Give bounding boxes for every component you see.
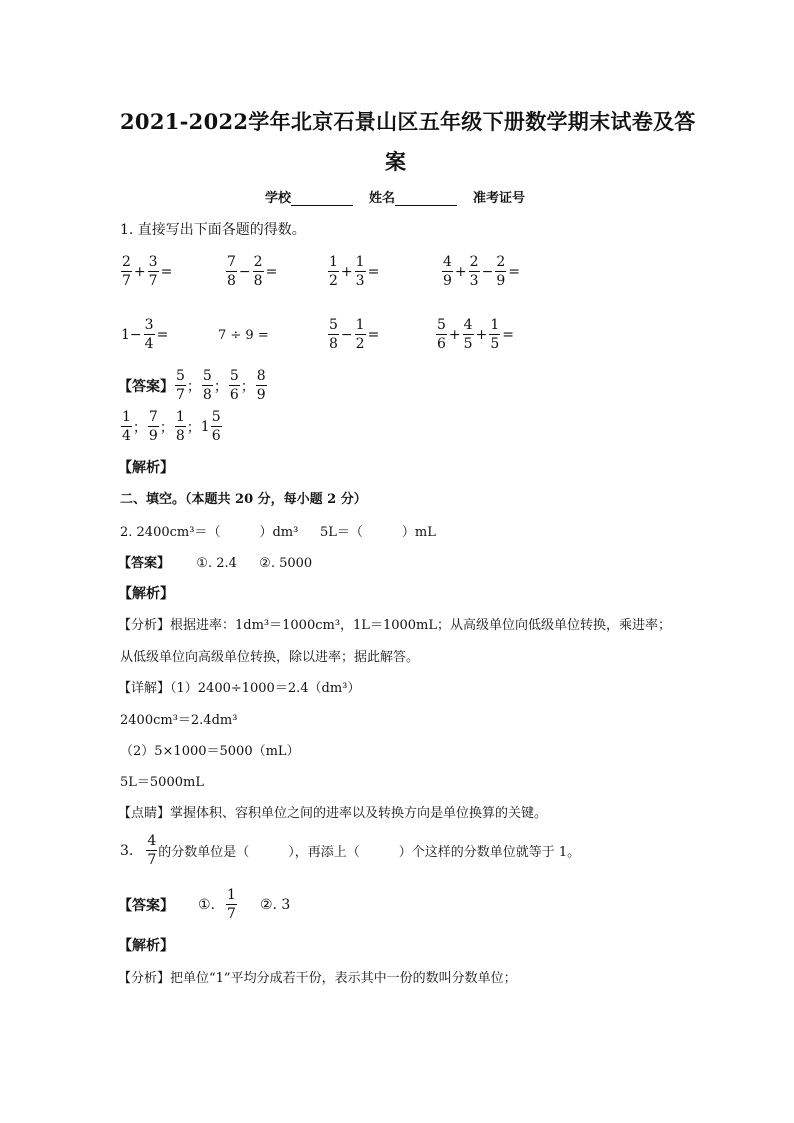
school-blank[interactable] <box>291 193 353 206</box>
fraction: $\frac{5}{6}$ <box>229 368 239 403</box>
document-title-line2: 案 <box>385 149 407 174</box>
fraction: $\frac{1}{7}$ <box>227 887 236 922</box>
fraction: $\frac{5}{6}$ <box>437 317 446 352</box>
q2-detail-2: 2400cm³＝2.4dm³ <box>120 713 238 728</box>
section-2-heading: 二、填空。（本题共 20 分，每小题 2 分） <box>120 492 367 507</box>
q2-analysis-label: 【解析】 <box>118 586 174 602</box>
fraction: $\frac{1}{8}$ <box>175 409 185 444</box>
fraction: $\frac{4}{9}$ <box>443 254 452 289</box>
q3-analysis-line1: 【分析】把单位“1”平均分成若干份，表示其中一份的数叫分数单位； <box>118 971 517 986</box>
fraction: $\frac{7}{9}$ <box>148 409 158 444</box>
fraction: $\frac{2}{8}$ <box>253 254 263 289</box>
q1-answer-row1: 【答案】 $\frac{5}{7}$ ； $\frac{5}{8}$ ； $\frac{5}{6}$ ； $\frac{8}{9}$ <box>118 368 266 403</box>
fraction: $\frac{2}{3}$ <box>469 254 479 289</box>
document-title-line1: 2021-2022学年北京石景山区五年级下册数学期末试卷及答 <box>120 109 696 134</box>
q3-answer: 【答案】 ①. $\frac{1}{7}$ ②. 3 <box>118 887 291 922</box>
fraction: $\frac{5}{8}$ <box>202 368 212 403</box>
fraction: $\frac{1}{4}$ <box>122 409 131 444</box>
q1-expr-4: $\frac{4}{9}$ + $\frac{2}{3}$ − $\frac{2}{9}$ = <box>443 254 520 289</box>
school-label: 学校 <box>265 191 292 206</box>
q1-expr-6: 7 ÷ 9 = <box>218 328 269 343</box>
fraction: $\frac{7}{8}$ <box>227 254 236 289</box>
fraction: $\frac{3}{4}$ <box>144 317 154 352</box>
q1-expr-8: $\frac{5}{6}$ + $\frac{4}{5}$ + $\frac{1}{5}$ = <box>437 317 514 352</box>
q2-note: 【点睛】掌握体积、容积单位之间的进率以及转换方向是单位换算的关键。 <box>118 806 548 821</box>
q1-answer-row2: $\frac{1}{4}$ ； $\frac{7}{9}$ ； $\frac{1}{8}$ ； 1 $\frac{5}{6}$ <box>122 409 221 444</box>
q2-answer: 【答案】 ①. 2.4 ②. 5000 <box>118 556 313 571</box>
q1-analysis-label: 【解析】 <box>118 460 174 476</box>
fraction: $\frac{4}{7}$ <box>147 833 157 868</box>
fraction: $\frac{2}{9}$ <box>496 254 506 289</box>
q2-detail-3: （2）5×1000＝5000（mL） <box>120 744 300 759</box>
fraction: $\frac{1}{3}$ <box>355 254 365 289</box>
q1-expr-7: $\frac{5}{8}$ − $\frac{1}{2}$ = <box>329 317 380 352</box>
q3-analysis-label: 【解析】 <box>118 938 174 954</box>
q2-stem-b: 5L＝（ ）mL <box>320 525 436 540</box>
header-fields <box>265 187 525 206</box>
fraction: $\frac{5}{6}$ <box>211 409 221 444</box>
q1-expr-3: $\frac{1}{2}$ + $\frac{1}{3}$ = <box>329 254 380 289</box>
fraction: $\frac{2}{7}$ <box>122 254 131 289</box>
exam-id-label: 准考证号 <box>473 191 526 206</box>
fraction: $\frac{1}{5}$ <box>490 317 500 352</box>
q1-expr-5: 1− $\frac{3}{4}$ = <box>121 317 169 352</box>
name-blank[interactable] <box>395 193 457 206</box>
q1-expr-1: $\frac{2}{7}$ + $\frac{3}{7}$ = <box>122 254 173 289</box>
q2-detail-4: 5L＝5000mL <box>120 775 204 790</box>
q3-stem: 3. $\frac{4}{7}$ 的分数单位是（ ），再添上（ ）个这样的分数单位就等于 1。 <box>120 833 581 868</box>
fraction: $\frac{3}{7}$ <box>148 254 158 289</box>
name-label: 姓名 <box>369 191 396 206</box>
fraction: $\frac{8}{9}$ <box>256 368 266 403</box>
fraction: $\frac{5}{7}$ <box>176 368 185 403</box>
answer-label: 【答案】 <box>118 556 171 571</box>
fraction: $\frac{5}{8}$ <box>329 317 338 352</box>
q1-stem: 1. 直接写出下面各题的得数。 <box>120 222 306 238</box>
answer-label: 【答案】 <box>118 378 174 395</box>
q2-stem-a: 2. 2400cm³＝（ ）dm³ <box>120 525 299 540</box>
q2-analysis-line1: 【分析】根据进率：1dm³＝1000cm³，1L＝1000mL；从高级单位向低级单位转换，乘进率； <box>118 618 671 633</box>
q2-detail-1: 【详解】（1）2400÷1000＝2.4（dm³） <box>118 681 361 696</box>
fraction: $\frac{1}{2}$ <box>329 254 338 289</box>
q2-analysis-line2: 从低级单位向高级单位转换，除以进率；据此解答。 <box>120 650 420 665</box>
answer-label: 【答案】 <box>118 897 174 914</box>
q1-expr-2: $\frac{7}{8}$ − $\frac{2}{8}$ = <box>227 254 278 289</box>
fraction: $\frac{1}{2}$ <box>355 317 365 352</box>
fraction: $\frac{4}{5}$ <box>463 317 473 352</box>
